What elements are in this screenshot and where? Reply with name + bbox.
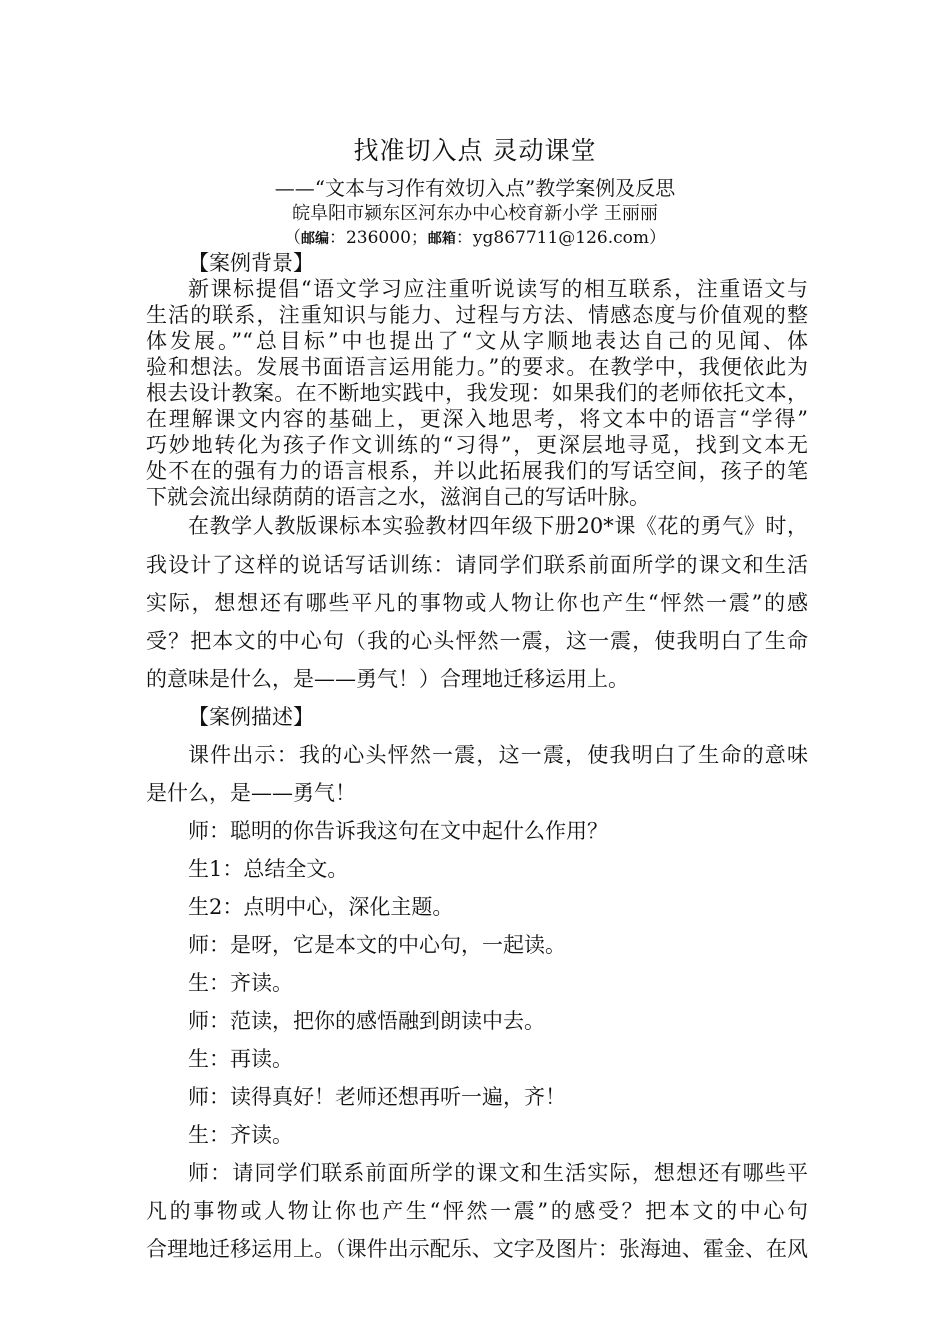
dialogue-line: 生：齐读。 <box>188 971 293 995</box>
document-title: 找准切入点 灵动课堂 <box>353 136 597 165</box>
paragraph-line: 凡的事物或人物让你也产生“怦然一震”的感受？把本文的中心句 <box>146 1199 808 1223</box>
dialogue-line: 生：再读。 <box>188 1047 293 1071</box>
contact-open: （ <box>283 228 301 248</box>
paragraph-line: 验和想法。发展书面语言运用能力。”的要求。在教学中，我便依此为 <box>146 355 808 379</box>
zip-label: 邮编 <box>300 231 329 247</box>
paragraph-line: 处不在的强有力的语言根系，并以此拓展我们的写话空间，孩子的笔 <box>146 459 808 483</box>
paragraph-line: 实际，想想还有哪些平凡的事物或人物让你也产生“怦然一震”的感 <box>146 591 808 615</box>
paragraph-line: 是什么，是——勇气！ <box>146 781 356 805</box>
mail-value: ：yg867711@126.com） <box>455 228 666 248</box>
document-subtitle: ——“文本与习作有效切入点”教学案例及反思 <box>274 176 676 200</box>
mail-label: 邮箱 <box>427 231 456 247</box>
paragraph-line: 课件出示：我的心头怦然一震，这一震，使我明白了生命的意味 <box>188 743 808 767</box>
dialogue-line: 师：范读，把你的感悟融到朗读中去。 <box>188 1009 545 1033</box>
paragraph-line: 在理解课文内容的基础上，更深入地思考，将文本中的语言“学得” <box>146 407 808 431</box>
paragraph-line: 我设计了这样的说话写话训练：请同学们联系前面所学的课文和生活 <box>146 553 808 577</box>
paragraph-line: 根去设计教案。在不断地实践中，我发现：如果我们的老师依托文本， <box>146 381 808 405</box>
dialogue-line: 师：读得真好！老师还想再听一遍，齐！ <box>188 1085 566 1109</box>
dialogue-line: 生：齐读。 <box>188 1123 293 1147</box>
dialogue-line: 生2：点明中心，深化主题。 <box>188 895 454 919</box>
paragraph-line: 生活的联系，注重知识与能力、过程与方法、情感态度与价值观的整 <box>146 303 808 327</box>
paragraph-line: 受？把本文的中心句（我的心头怦然一震，这一震，使我明白了生命 <box>146 629 808 653</box>
paragraph-line: 在教学人教版课标本实验教材四年级下册20*课《花的勇气》时， <box>188 514 808 538</box>
paragraph-line: 新课标提倡“语文学习应注重听说读写的相互联系，注重语文与 <box>188 277 808 301</box>
dialogue-line: 师：聪明的你告诉我这句在文中起什么作用？ <box>188 819 608 843</box>
paragraph-line: 体发展。”“总目标”中也提出了“文从字顺地表达自己的见闻、体 <box>146 329 808 353</box>
paragraph-line: 巧妙地转化为孩子作文训练的“习得”，更深层地寻觅，找到文本无 <box>146 433 808 457</box>
section-heading-description: 【案例描述】 <box>188 705 314 729</box>
paragraph-line: 下就会流出绿荫荫的语言之水，滋润自己的写话叶脉。 <box>146 485 650 509</box>
paragraph-line: 合理地迁移运用上。（课件出示配乐、文字及图片：张海迪、霍金、在风 <box>146 1237 808 1261</box>
paragraph-line: 师：请同学们联系前面所学的课文和生活实际，想想还有哪些平 <box>188 1161 808 1185</box>
zip-value: ：236000； <box>328 228 428 248</box>
paragraph-line: 的意味是什么，是——勇气！）合理地迁移运用上。 <box>146 667 629 691</box>
section-heading-background: 【案例背景】 <box>188 251 314 275</box>
dialogue-line: 生1：总结全文。 <box>188 857 349 881</box>
dialogue-line: 师：是呀，它是本文的中心句，一起读。 <box>188 933 566 957</box>
author-contact <box>0 227 950 250</box>
author-school: 皖阜阳市颍东区河东办中心校育新小学 王丽丽 <box>292 203 658 224</box>
